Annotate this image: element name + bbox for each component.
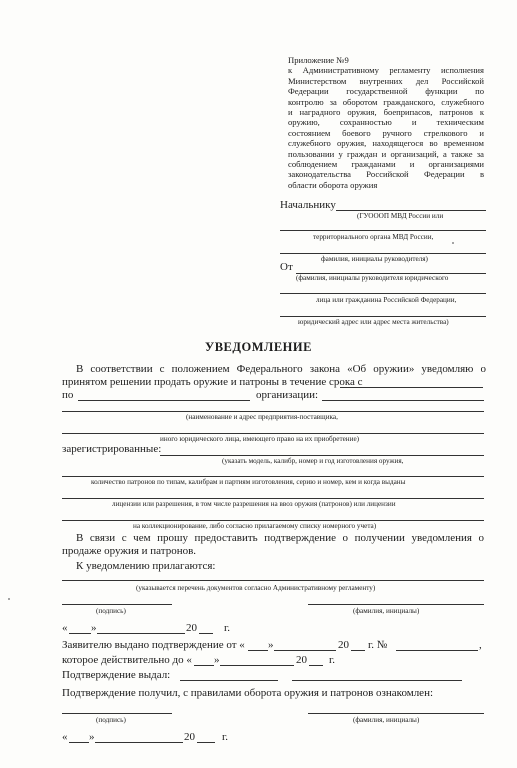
appendix-line: законодательства Российской Федерации в (288, 169, 484, 180)
valid-year-line[interactable] (309, 665, 323, 666)
appendix-line: к Административному регламенту исполнения (288, 65, 484, 76)
issued-text: Заявителю выдано подтверждение от « (62, 639, 245, 651)
from-label: От (280, 261, 293, 273)
issued-year-line[interactable] (351, 650, 365, 651)
issued-close-quote: » (268, 639, 274, 651)
date-day-line[interactable] (69, 742, 89, 743)
caption: лицензии или разрешения, в том числе разрешения на ввоз оружия (патронов) или лицензии (112, 500, 396, 508)
registered-line[interactable] (160, 455, 484, 456)
issued-by-label: Подтверждение выдал: (62, 669, 171, 681)
caption: (указать модель, калибр, номер и год изготовления оружия, (222, 457, 404, 465)
attachments-line[interactable] (62, 580, 484, 581)
addressee-field-line[interactable] (280, 253, 486, 254)
paragraph-request: В связи с чем прошу предоставить подтверждение о получении уведомления о продаже оружия и патронов. (62, 532, 484, 557)
registered-line[interactable] (62, 498, 484, 499)
issued-comma: , (479, 639, 482, 651)
registered-line[interactable] (62, 476, 484, 477)
appendix-line: Приложение №9 (288, 55, 349, 65)
date-open-quote: « (62, 622, 68, 634)
issued-by-name-line[interactable] (292, 680, 462, 681)
date-year-line[interactable] (199, 633, 213, 634)
date-close-quote: » (89, 731, 95, 743)
date-year-prefix: 20 (184, 731, 195, 743)
caption: юридический адрес или адрес места жительства) (298, 318, 449, 326)
date-month-line[interactable] (97, 633, 185, 634)
scan-speck (8, 598, 10, 600)
issued-month-line[interactable] (274, 650, 336, 651)
caption: иного юридического лица, имеющего право на их приобретение) (160, 435, 360, 443)
organization-line[interactable] (322, 400, 484, 401)
organization-line[interactable] (62, 411, 484, 412)
head-field-line[interactable] (336, 210, 486, 211)
appendix-line: состоянием боевого ручного стрелкового и (288, 127, 484, 138)
issued-number-label: г. № (368, 639, 388, 651)
registered-line[interactable] (62, 520, 484, 521)
attachments-label: К уведомлению прилагаются: (76, 560, 216, 572)
date-open-quote: « (62, 731, 68, 743)
caption: (подпись) (96, 607, 126, 615)
registered-label: зарегистрированные: (62, 443, 162, 455)
caption: (фамилия, инициалы) (353, 716, 420, 724)
caption: (ГУОООП МВД России или (357, 212, 444, 220)
issued-day-line[interactable] (248, 650, 268, 651)
date-g: г. (224, 622, 231, 634)
organization-line[interactable] (62, 433, 484, 434)
caption: (наименование и адрес предприятия-поставщика, (186, 413, 338, 421)
caption: (указывается перечень документов согласно Административному регламенту) (136, 584, 376, 592)
signature-line[interactable] (62, 604, 172, 605)
caption: (подпись) (96, 716, 126, 724)
paragraph-intro: В соответствии с положением Федерального закона «Об оружии» уведомляю о принятом решении продать оружие и патроны в течение срока с (62, 363, 486, 388)
valid-g: г. (329, 654, 336, 666)
caption: (фамилия, инициалы) (353, 607, 420, 615)
po-label: по (62, 389, 74, 401)
issued-number-line[interactable] (396, 650, 478, 651)
scan-speck (452, 242, 454, 244)
signature-line[interactable] (62, 713, 172, 714)
appendix-line: контролю за оборотом гражданского, служебного (288, 96, 484, 107)
date-month-line[interactable] (95, 742, 183, 743)
appendix-line: пользовании у граждан и организаций, а также за (288, 148, 484, 159)
caption: территориального органа МВД России, (313, 233, 434, 241)
document-title: УВЕДОМЛЕНИЕ (205, 340, 312, 354)
appendix-line: и наградного оружия, боеприпасов, патронов к (288, 107, 484, 118)
appendix-line: соблюдением гражданами и организациями (288, 159, 484, 170)
appendix-line: области оборота оружия (288, 179, 378, 190)
issued-by-line[interactable] (180, 680, 278, 681)
date-year-prefix: 20 (186, 622, 197, 634)
caption: на коллекционирование, либо согласно прилагаемому списку номерного учета) (133, 522, 377, 530)
appendix-line: Министерством внутренних дел Российской (288, 75, 484, 86)
issued-year-prefix: 20 (338, 639, 349, 651)
received-label: Подтверждение получил, с правилами оборота оружия и патронов ознакомлен: (62, 687, 434, 699)
valid-day-line[interactable] (194, 665, 214, 666)
date-g: г. (222, 731, 229, 743)
date-close-quote: » (91, 622, 97, 634)
date-day-line[interactable] (69, 633, 91, 634)
name-line[interactable] (308, 713, 484, 714)
caption: количество патронов по типам, калибрам и партиям изготовления, серию и номер, кем и когда выданы (91, 478, 406, 486)
appendix-line: служебного оружия, находящегося во временном (288, 138, 484, 149)
caption: (фамилия, инициалы руководителя юридического (296, 274, 449, 282)
addressee-field-line[interactable] (280, 230, 486, 231)
caption: фамилия, инициалы руководителя) (321, 255, 428, 263)
appendix-block (288, 55, 484, 190)
organization-label: организации: (256, 389, 319, 401)
from-field-line[interactable] (280, 316, 486, 317)
date-from-line[interactable] (340, 387, 483, 388)
name-line[interactable] (308, 604, 484, 605)
appendix-line: Федерации государственной функции по (288, 86, 484, 97)
valid-text: которое действительно до « (62, 654, 192, 666)
date-to-line[interactable] (78, 400, 250, 401)
valid-close-quote: » (214, 654, 220, 666)
valid-year-prefix: 20 (296, 654, 307, 666)
from-field-line[interactable] (280, 293, 486, 294)
caption: лица или гражданина Российской Федерации, (316, 296, 457, 304)
appendix-line: оружию, сохранностью и техническим (288, 117, 484, 128)
head-label: Начальнику (280, 199, 336, 211)
valid-month-line[interactable] (220, 665, 294, 666)
date-year-line[interactable] (197, 742, 215, 743)
